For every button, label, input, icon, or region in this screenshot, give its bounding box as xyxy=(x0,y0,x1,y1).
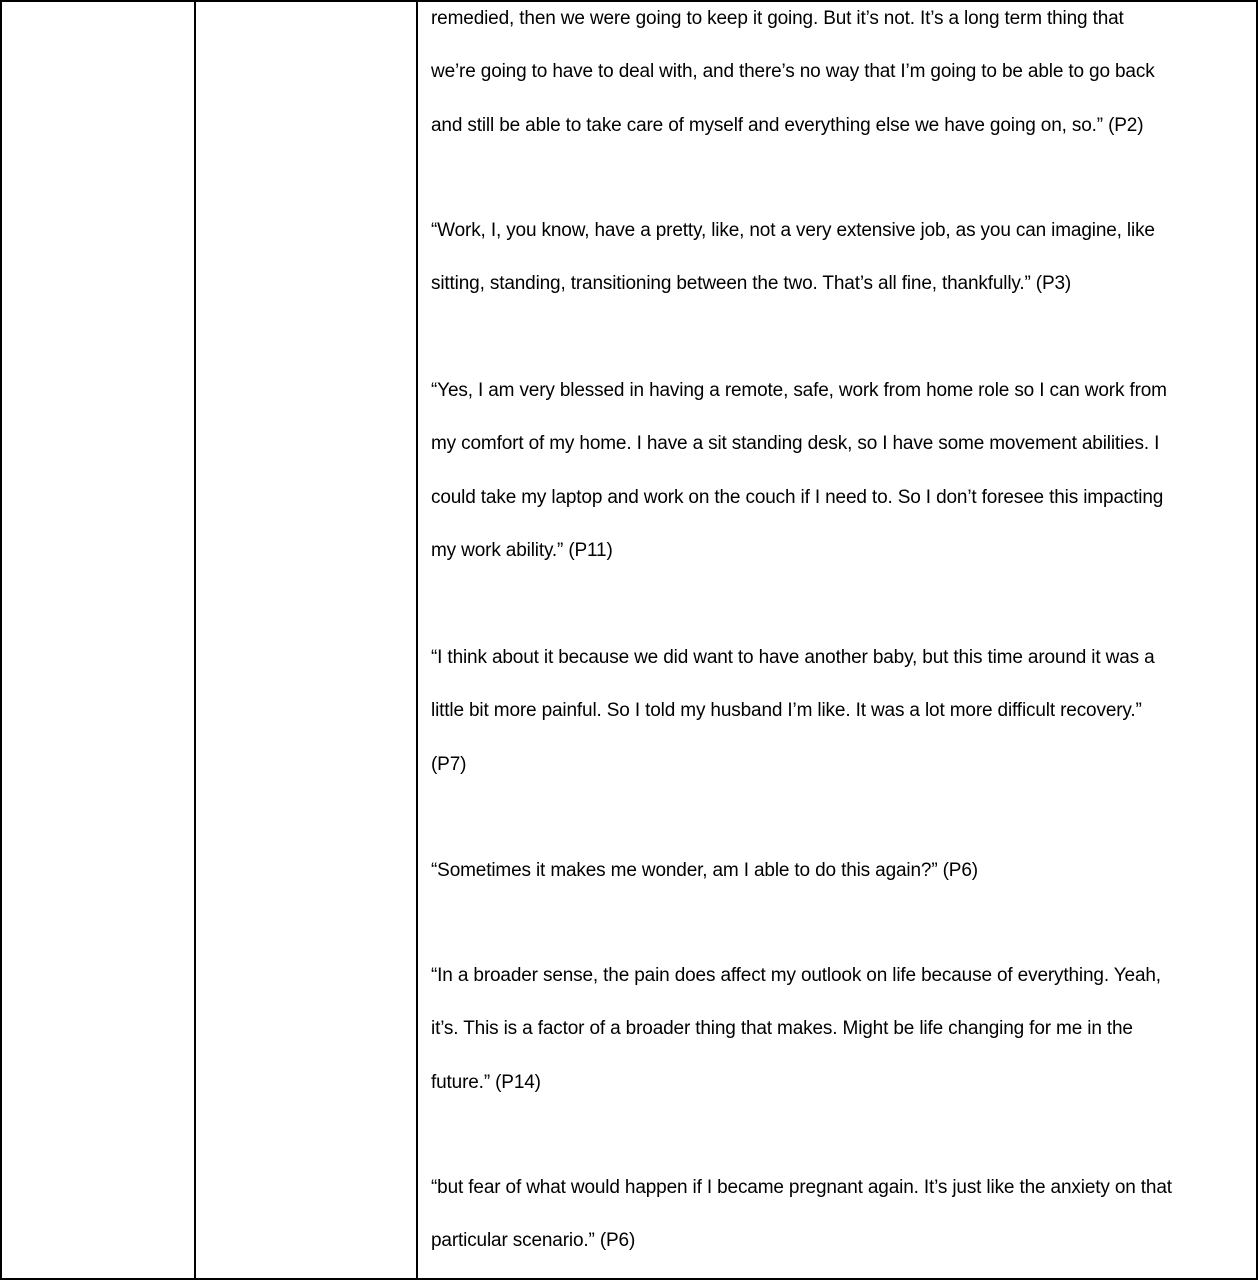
quote-line: my comfort of my home. I have a sit standing desk, so I have some movement abilities. I xyxy=(431,433,1160,455)
quote-p7 xyxy=(431,631,1246,791)
table-column-quotes xyxy=(418,2,1256,1278)
quote-p11 xyxy=(431,364,1246,578)
quote-line: future.” (P14) xyxy=(431,1071,541,1093)
quote-line: my work ability.” (P11) xyxy=(431,540,613,562)
quote-p14 xyxy=(431,949,1246,1109)
quote-line: “Sometimes it makes me wonder, am I able to do this again?” (P6) xyxy=(431,860,978,881)
quote-line: particular scenario.” (P6) xyxy=(431,1230,636,1252)
quote-line: “Yes, I am very blessed in having a remote, safe, work from home role so I can work from xyxy=(431,380,1167,401)
quote-line: (P7) xyxy=(431,753,467,775)
quote-line: “In a broader sense, the pain does affect my outlook on life because of everything. Yeah, xyxy=(431,965,1161,986)
table-column-1 xyxy=(2,2,196,1278)
quote-line: could take my laptop and work on the couch if I need to. So I don’t foresee this impacting xyxy=(431,486,1164,508)
quote-p6-wonder xyxy=(431,844,1246,897)
quote-p2 xyxy=(431,0,1246,152)
quote-p6-fear xyxy=(431,1161,1246,1268)
quote-line: and still be able to take care of myself and everything else we have going on, so.” (P2) xyxy=(431,114,1144,136)
quote-p3 xyxy=(431,204,1246,311)
quote-line: we’re going to have to deal with, and there’s no way that I’m going to be able to go back xyxy=(431,61,1155,83)
quote-line: “Work, I, you know, have a pretty, like, not a very extensive job, as you can imagine, like xyxy=(431,220,1155,241)
table-column-2 xyxy=(196,2,418,1278)
quote-line: “but fear of what would happen if I became pregnant again. It’s just like the anxiety on that xyxy=(431,1177,1172,1198)
quote-line: “I think about it because we did want to have another baby, but this time around it was a xyxy=(431,647,1155,668)
quote-line: remedied, then we were going to keep it going. But it’s not. It’s a long term thing that xyxy=(431,8,1124,29)
quote-line: sitting, standing, transitioning between the two. That’s all fine, thankfully.” (P3) xyxy=(431,273,1072,295)
quote-line: little bit more painful. So I told my husband I’m like. It was a lot more difficult recovery.” xyxy=(431,700,1142,722)
quote-line: it’s. This is a factor of a broader thing that makes. Might be life changing for me in the xyxy=(431,1018,1133,1040)
